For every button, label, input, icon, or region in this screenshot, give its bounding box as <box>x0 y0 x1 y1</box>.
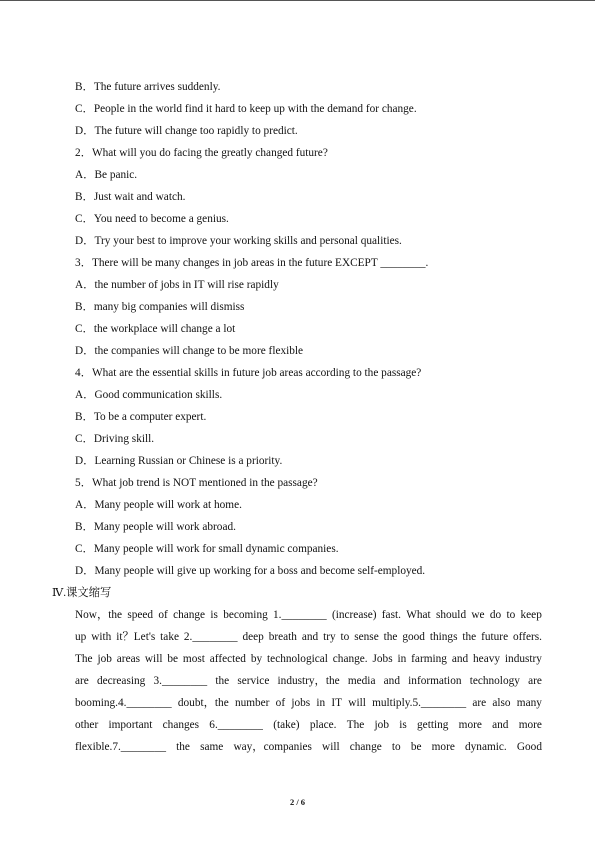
summary-line-4: are decreasing 3.________ the service industry，the media and information technology are <box>75 675 542 687</box>
q3-option-c: C．the workplace will change a lot <box>75 323 236 335</box>
top-border-rule <box>0 0 595 1</box>
summary-line-1: Now，the speed of change is becoming 1.________ (increase) fast. What should we do to keep <box>75 609 542 621</box>
q2-stem: 2．What will you do facing the greatly changed future? <box>75 147 328 159</box>
summary-line-6: other important changes 6.________ (take) place. The job is getting more and more <box>75 719 542 731</box>
q1-option-d: D．The future will change too rapidly to predict. <box>75 125 298 137</box>
q2-option-b: B．Just wait and watch. <box>75 191 186 203</box>
q2-option-a: A．Be panic. <box>75 169 138 181</box>
q1-option-b: B．The future arrives suddenly. <box>75 81 221 93</box>
q4-option-b: B．To be a computer expert. <box>75 411 207 423</box>
q1-option-c: C．People in the world find it hard to keep up with the demand for change. <box>75 103 417 115</box>
q3-option-d: D．the companies will change to be more flexible <box>75 345 304 357</box>
q3-stem: 3．There will be many changes in job areas in the future EXCEPT ________. <box>75 257 429 269</box>
q5-option-c: C．Many people will work for small dynamic companies. <box>75 543 339 555</box>
q3-option-a: A．the number of jobs in IT will rise rapidly <box>75 279 279 291</box>
q4-stem: 4．What are the essential skills in future job areas according to the passage? <box>75 367 422 379</box>
q5-option-d: D．Many people will give up working for a boss and become self-employed. <box>75 565 426 577</box>
q4-option-d: D．Learning Russian or Chinese is a priority. <box>75 455 283 467</box>
q4-option-c: C．Driving skill. <box>75 433 155 445</box>
summary-line-3: The job areas will be most affected by technological change. Jobs in farming and heavy industry <box>75 653 542 665</box>
summary-line-5: booming.4.________ doubt，the number of jobs in IT will multiply.5.________ are also many <box>75 697 542 709</box>
section-heading: Ⅳ.课文缩写 <box>52 587 112 599</box>
q4-option-a: A．Good communication skills. <box>75 389 223 401</box>
q5-stem: 5．What job trend is NOT mentioned in the passage? <box>75 477 318 489</box>
q3-option-b: B．many big companies will dismiss <box>75 301 245 313</box>
summary-line-2: up with it？Let's take 2.________ deep breath and try to sense the good things the future offers. <box>75 631 542 643</box>
page-number: 2 / 6 <box>289 797 306 807</box>
summary-line-7: flexible.7.________ the same way，companies will change to be more dynamic. Good <box>75 741 542 753</box>
q5-option-b: B．Many people will work abroad. <box>75 521 236 533</box>
q5-option-a: A．Many people will work at home. <box>75 499 242 511</box>
q2-option-c: C．You need to become a genius. <box>75 213 229 225</box>
q2-option-d: D．Try your best to improve your working skills and personal qualities. <box>75 235 402 247</box>
